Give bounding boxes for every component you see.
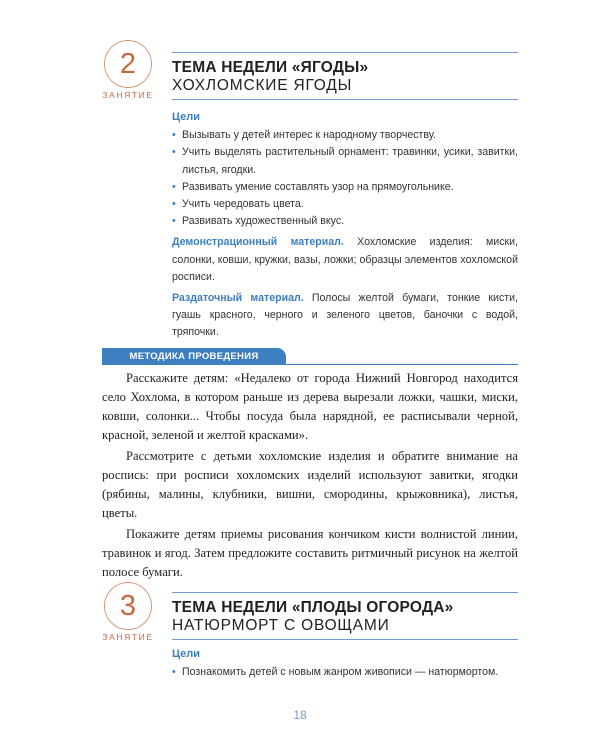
goals-heading: Цели xyxy=(172,111,201,123)
method-heading-bar xyxy=(102,348,518,365)
topic-title: ТЕМА НЕДЕЛИ «ПЛОДЫ ОГОРОДА» xyxy=(172,599,454,616)
topic-header xyxy=(172,592,518,640)
divider xyxy=(172,592,518,593)
lesson-label: ЗАНЯТИЕ xyxy=(102,90,154,100)
goals-heading: Цели xyxy=(172,648,201,660)
topic-title: ТЕМА НЕДЕЛИ «ЯГОДЫ» xyxy=(172,59,369,76)
page-number: 18 xyxy=(293,708,307,722)
method-paragraph: Рассмотрите с детьми хохломские изделия и обратите внимание на роспись: при росписи хохломских изделий используют завитки, ягодки (рябины, малины, клубники, вишни, смородины, крыжовника), листья, цветы. xyxy=(102,449,518,520)
demo-material xyxy=(172,234,518,286)
method-body xyxy=(102,369,518,584)
lesson-number: 3 xyxy=(104,582,152,630)
topic-header xyxy=(172,52,518,100)
lesson-badge xyxy=(100,40,156,100)
handout-material xyxy=(172,290,518,342)
topic-subtitle: ХОХЛОМСКИЕ ЯГОДЫ xyxy=(172,77,353,94)
divider xyxy=(172,99,518,100)
lesson-label: ЗАНЯТИЕ xyxy=(102,632,154,642)
divider xyxy=(172,639,518,640)
goal-item: • Развивать художественный вкус. xyxy=(172,213,518,230)
goals-section xyxy=(172,646,518,681)
method-heading: МЕТОДИКА ПРОВЕДЕНИЯ xyxy=(102,348,286,365)
goal-item: • Вызывать у детей интерес к народному творчеству. xyxy=(172,127,518,144)
demo-term: Демонстрационный материал. xyxy=(172,236,344,249)
goal-item: • Учить чередовать цвета. xyxy=(172,196,518,213)
lesson-number: 2 xyxy=(104,40,152,88)
method-paragraph: Покажите детям приемы рисования кончиком кисти волнистой линии, травинок и ягод. Затем предложите составить ритмичный рисунок на желтой полосе бумаги. xyxy=(102,527,518,579)
goals-list xyxy=(172,127,518,230)
goals-section xyxy=(172,109,518,342)
lesson-badge xyxy=(100,582,156,642)
demo-text: Хохломские изделия: миски, солонки, ковши, кружки, вазы, ложки; образцы элементов хохломской росписи. xyxy=(172,236,518,283)
goal-item: • Учить выделять растительный орнамент: травинки, усики, завитки, листья, ягодки. xyxy=(172,144,518,178)
method-paragraph: Расскажите детям: «Недалеко от города Нижний Новгород находится село Хохлома, в котором раньше из дерева вырезали ложки, чашки, миски, ковши, солонки... Чтобы посуда была нарядной, ее расписывали черной, красной, зеленой и желтой красками». xyxy=(102,371,518,442)
goal-item: • Развивать умение составлять узор на прямоугольнике. xyxy=(172,179,518,196)
topic-subtitle: НАТЮРМОРТ С ОВОЩАМИ xyxy=(172,617,390,634)
handout-term: Раздаточный материал. xyxy=(172,292,304,305)
goal-item: • Познакомить детей с новым жанром живописи — натюрмортом. xyxy=(172,664,518,681)
divider xyxy=(172,52,518,53)
handout-text: Полосы желтой бумаги, тонкие кисти, гуашь красного, черного и зеленого цветов, баночки с водой, тряпочки. xyxy=(172,292,518,339)
goals-list xyxy=(172,664,518,681)
